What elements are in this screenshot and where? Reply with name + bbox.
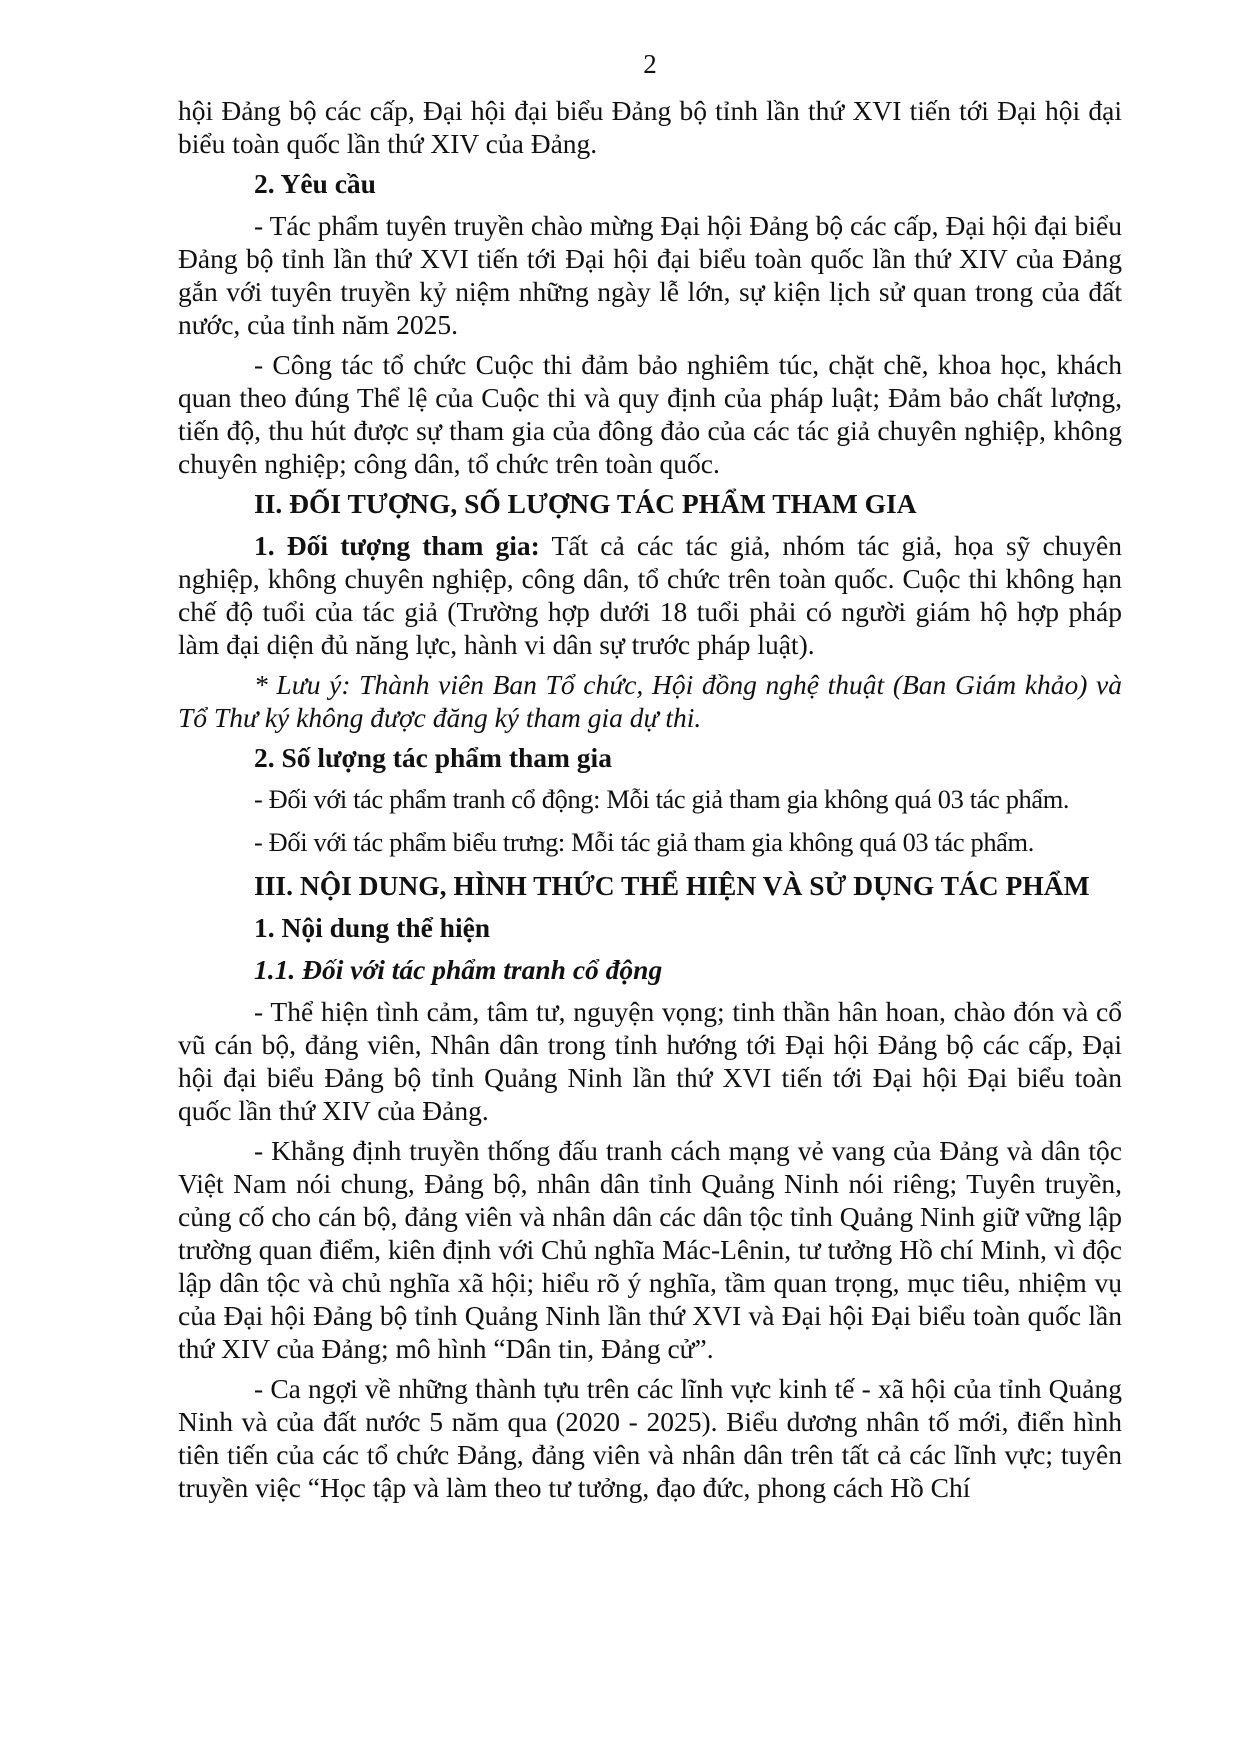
paragraph-content-3: - Ca ngợi về những thành tựu trên các lĩnh vực kinh tế - xã hội của tỉnh Quảng Ninh và của đất nước 5 năm qua (2020 - 2025). Biểu dương nhân tố mới, điển hình tiên tiến của các tổ chức Đảng, đảng viên và nhân dân trên tất cả các lĩnh vực; tuyên truyền việc “Học tập và làm theo tư tưởng, đạo đức, phong cách Hồ Chí xyxy=(178,1373,1122,1503)
page-number: 2 xyxy=(643,49,657,79)
paragraph-logo-quota: - Đối với tác phẩm biểu trưng: Mỗi tác giả tham gia không quá 03 tác phẩm. xyxy=(254,827,1034,857)
paragraph-requirement-1: - Tác phẩm tuyên truyền chào mừng Đại hội Đảng bộ các cấp, Đại hội đại biểu Đảng bộ tỉnh lần thứ XVI tiến tới Đại hội đại biểu toàn quốc lần thứ XIV của Đảng gắn với tuyên truyền kỷ niệm những ngày lễ lớn, sự kiện lịch sử quan trong của đất nước, của tỉnh năm 2025. xyxy=(178,210,1122,340)
paragraph-requirement-2: - Công tác tổ chức Cuộc thi đảm bảo nghiêm túc, chặt chẽ, khoa học, khách quan theo đúng Thể lệ của Cuộc thi và quy định của pháp luật; Đảm bảo chất lượng, tiến độ, thu hút được sự tham gia của đông đảo của các tác giả chuyên nghiệp, không chuyên nghiệp; công dân, tổ chức trên toàn quốc. xyxy=(178,349,1122,479)
heading-poster-content: 1.1. Đối với tác phẩm tranh cổ động xyxy=(254,954,663,985)
heading-section-iii: III. NỘI DUNG, HÌNH THỨC THỂ HIỆN VÀ SỬ DỤNG TÁC PHẨM xyxy=(254,870,1090,901)
paragraph-participants xyxy=(178,529,1122,661)
paragraph-content-2: - Khẳng định truyền thống đấu tranh cách mạng vẻ vang của Đảng và dân tộc Việt Nam nói chung, Đảng bộ, nhân dân tỉnh Quảng Ninh nói riêng; Tuyên truyền, củng cố cho cán bộ, đảng viên và nhân dân các dân tộc tỉnh Quảng Ninh giữ vững lập trường quan điểm, kiên định với Chủ nghĩa Mác-Lênin, tư tưởng Hồ chí Minh, vì độc lập dân tộc và chủ nghĩa xã hội; hiểu rõ ý nghĩa, tầm quan trọng, mục tiêu, nhiệm vụ của Đại hội Đảng bộ tỉnh Quảng Ninh lần thứ XVI và Đại hội Đại biểu toàn quốc lần thứ XIV của Đảng; mô hình “Dân tin, Đảng cử”. xyxy=(178,1135,1122,1364)
heading-so-luong: 2. Số lượng tác phẩm tham gia xyxy=(254,742,612,773)
heading-section-ii: II. ĐỐI TƯỢNG, SỐ LƯỢNG TÁC PHẨM THAM GIA xyxy=(254,488,917,519)
paragraph-continuation: hội Đảng bộ các cấp, Đại hội đại biểu Đảng bộ tỉnh lần thứ XVI tiến tới Đại hội đại biểu toàn quốc lần thứ XIV của Đảng. xyxy=(178,95,1122,159)
paragraph-content-1: - Thể hiện tình cảm, tâm tư, nguyện vọng; tinh thần hân hoan, chào đón và cổ vũ cán bộ, đảng viên, Nhân dân trong tỉnh hướng tới Đại hội Đảng bộ các cấp, Đại hội đại biểu Đảng bộ tỉnh Quảng Ninh lần thứ XVI tiến tới Đại hội Đại biểu toàn quốc lần thứ XIV của Đảng. xyxy=(178,996,1122,1126)
paragraph-note: * Lưu ý: Thành viên Ban Tổ chức, Hội đồng nghệ thuật (Ban Giám khảo) và Tổ Thư ký không được đăng ký tham gia dự thi. xyxy=(178,669,1122,733)
heading-noi-dung: 1. Nội dung thể hiện xyxy=(254,912,491,943)
paragraph-poster-quota: - Đối với tác phẩm tranh cổ động: Mỗi tác giả tham gia không quá 03 tác phẩm. xyxy=(254,784,1070,814)
participants-text: Tất cả các tác giả, nhóm tác giả, họa sỹ chuyên nghiệp, không chuyên nghiệp, công dân, tổ chức trên toàn quốc. Cuộc thi không hạn chế độ tuổi của tác giả (Trường hợp dưới 18 tuổi phải có người giám hộ hợp pháp làm đại diện đủ năng lực, hành vi dân sự trước pháp luật). xyxy=(178,530,1122,660)
heading-yeu-cau: 2. Yêu cầu xyxy=(254,168,376,199)
participants-lead: 1. Đối tượng tham gia: xyxy=(254,530,540,561)
